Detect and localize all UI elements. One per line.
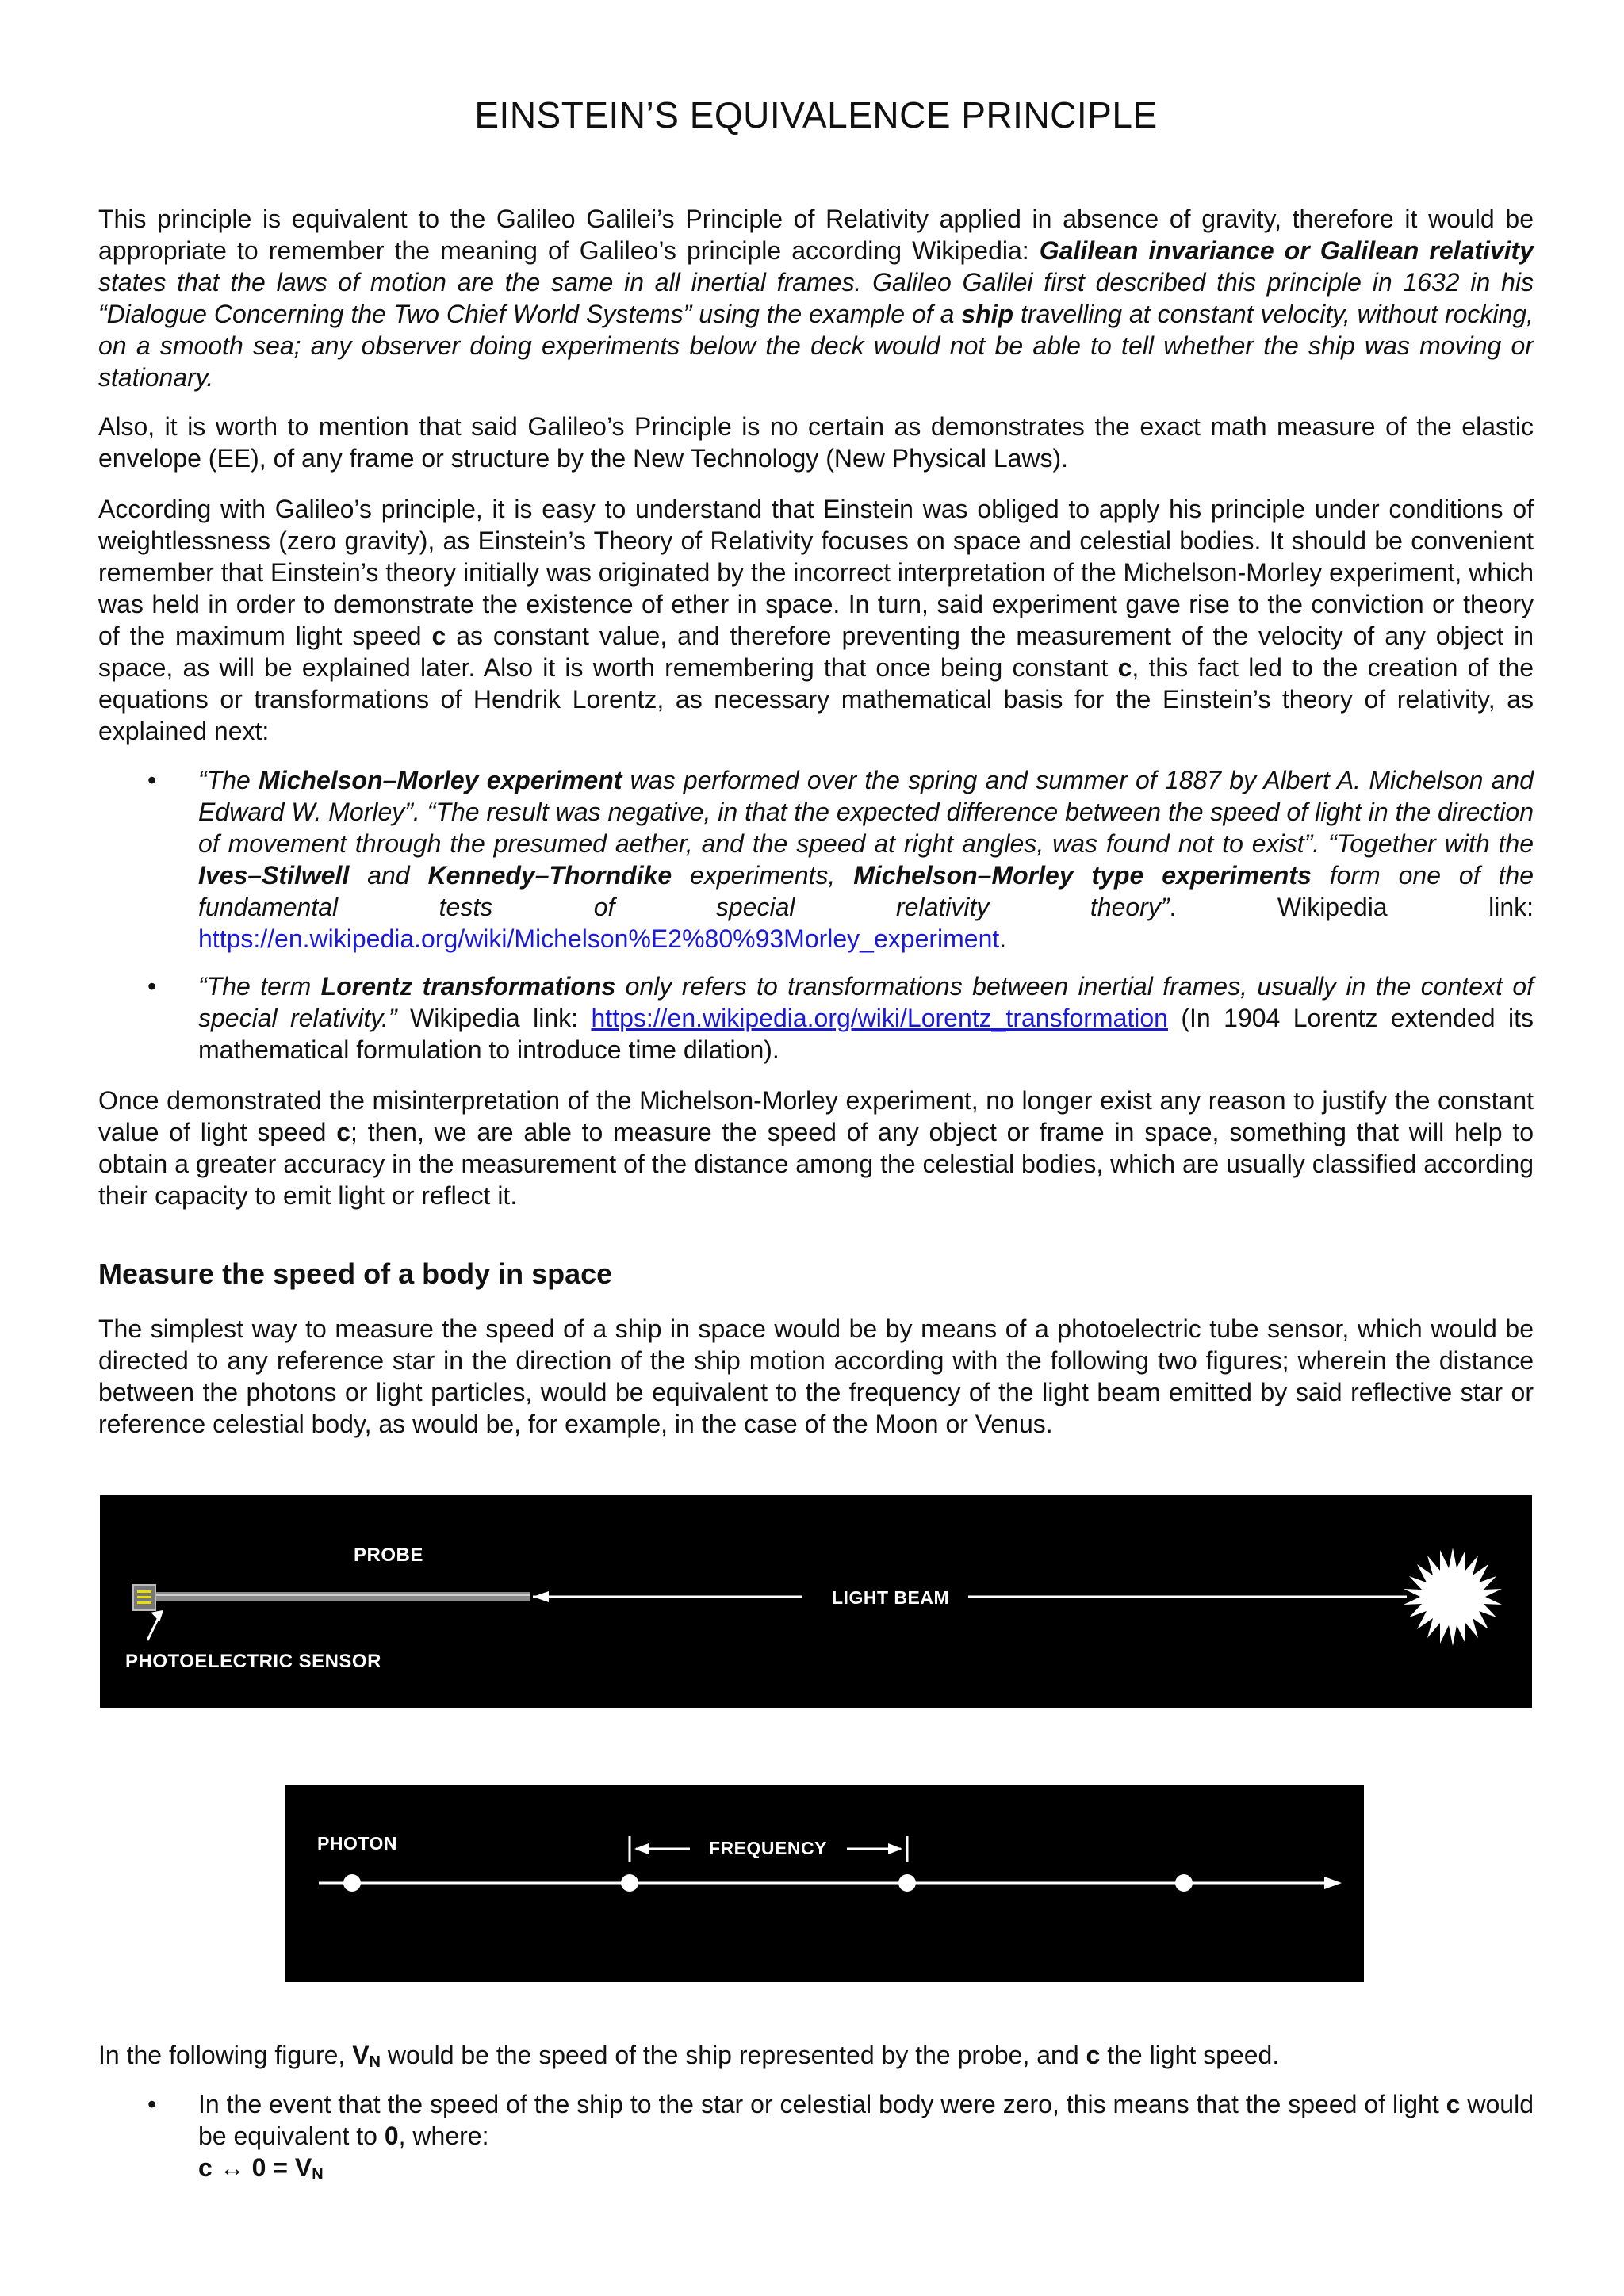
bullet-list-2 [98, 970, 1534, 1066]
bullet-list-3 [98, 2088, 1534, 2191]
lorentz-wiki-link[interactable]: https://en.wikipedia.org/wiki/Lorentz_transformation [591, 1004, 1168, 1032]
symbol-c: c [1446, 2090, 1461, 2118]
light-beam-arrowhead [533, 1591, 549, 1602]
figure-photon-frequency [285, 1785, 1364, 1982]
symbol-c: c [336, 1118, 351, 1146]
bullet1-text: . Wikipedia link: [1169, 893, 1534, 921]
paragraph-einstein [98, 493, 1534, 747]
bullet2-bold: Lorentz transformations [320, 972, 616, 1001]
probe-label: PROBE [354, 1544, 423, 1566]
symbol-v-subscript: N [369, 2053, 381, 2071]
galilean-term: Galilean invariance or Galilean relativity [1039, 236, 1534, 265]
ship-term: ship [961, 300, 1014, 328]
conclusion-text-1: Once demonstrated the misinterpretation of the Michelson-Morley experiment, no longer exist any reason to justify the constant value of light speed [98, 1086, 1534, 1146]
symbol-c: c [431, 622, 446, 650]
figure-intro-text: the light speed. [1100, 2041, 1280, 2069]
photon-dot [621, 1874, 638, 1892]
symbol-c: c [1117, 653, 1132, 682]
einstein-text-2: as constant value, and therefore preventing the measurement of the velocity of any object in space, as will be explained later. Also it is worth remembering that once being constant [98, 622, 1534, 682]
sensor-stripe [137, 1601, 151, 1604]
bullet2-text: (In 1904 Lorentz extended its mathematical formulation to introduce time dilation). [198, 1004, 1534, 1064]
figure-intro-text: In the following figure, [98, 2041, 353, 2069]
list-item-michelson [98, 764, 1534, 955]
figure-intro-text: would be the speed of the ship represented by the probe, and [380, 2041, 1086, 2069]
sensor-stripe [137, 1590, 151, 1593]
sensor-stripe [137, 1596, 151, 1598]
probe-rod [133, 1592, 530, 1601]
bullet3-text: In the event that the speed of the ship to the star or celestial body were zero, this means that the speed of light [198, 2090, 1446, 2118]
bullet1-text: form one of the fundamental tests of special relativity theory” [198, 861, 1534, 921]
bullet1-bold: Michelson–Morley type experiments [853, 861, 1312, 890]
formula: c ↔ 0 = V [198, 2153, 312, 2182]
intro-paragraph [98, 203, 1534, 393]
photon-path-arrowhead [1324, 1877, 1342, 1889]
michelson-wiki-link[interactable]: https://en.wikipedia.org/wiki/Michelson%E2%80%93Morley_experiment [198, 924, 1000, 953]
paragraph-galileo: Also, it is worth to mention that said Galileo’s Principle is no certain as demonstrates the exact math measure of the elastic envelope (EE), of any frame or structure by the New Technology (New Physical Laws). [98, 412, 1534, 473]
einstein-text-1: According with Galileo’s principle, it is easy to understand that Einstein was obliged to apply his principle under conditions of weightlessness (zero gravity), as Einstein’s Theory of Relativity focuses on space and celestial bodies. It should be convenient remember that Einstein’s theory initially was originated by the incorrect interpretation of the Michelson-Morley experiment, which was held in order to demonstrate the existence of ether in space. In turn, said experiment gave rise to the conviction or theory of the maximum light speed [98, 495, 1534, 650]
light-beam-label: LIGHT BEAM [832, 1587, 950, 1608]
bullet3-text: , where: [398, 2122, 489, 2150]
list-item-zero-speed [98, 2088, 1534, 2191]
symbol-zero: 0 [384, 2122, 399, 2150]
paragraph-conclusion [98, 1085, 1534, 1211]
einstein-text-3: , this fact led to the creation of the equations or transformations of Hendrik Lorentz, as necessary mathematical basis for the Einstein’s theory of relativity, as explained next: [98, 653, 1534, 745]
bullet1-text: “The [198, 766, 259, 794]
list-item-lorentz [98, 970, 1534, 1066]
figure-probe-light-beam [100, 1495, 1532, 1708]
bullet2-text: Wikipedia link: [396, 1004, 592, 1032]
star-icon [1404, 1548, 1502, 1646]
symbol-v: V [352, 2041, 370, 2069]
photon-dot [898, 1874, 916, 1892]
paragraph-figure-intro [98, 2039, 1534, 2078]
bullet1-bold: Kennedy–Thorndike [427, 861, 672, 890]
probe-rod-highlight [133, 1594, 530, 1596]
bullet1-text: was performed over the spring and summer of 1887 by Albert A. Michelson and Edward W. Morley”. “The result was negative, in that the expected difference between the speed of light in the direction of movement through the presumed aether, and the speed at right angles, was found not to exist”. “Together with the [198, 766, 1534, 858]
photon-label: PHOTON [317, 1833, 397, 1854]
bullet1-text: . [999, 924, 1007, 953]
intro-text: This principle is equivalent to the Galileo Galilei’s Principle of Relativity applied in absence of gravity, therefore it would be appropriate to remember the meaning of Galileo’s principle according Wikipedia: [98, 205, 1534, 265]
bullet3-text: would be equivalent to [198, 2090, 1534, 2150]
formula-subscript: N [312, 2166, 324, 2183]
bullet-list-1 [98, 764, 1534, 955]
wiki-quote-1: states that the laws of motion are the same in all inertial frames. Galileo Galilei first described this principle in 1632 in his “Dialogue Concerning the Two Chief World Systems” using [98, 268, 1534, 328]
bullet1-bold: Ives–Stilwell [198, 861, 350, 890]
wiki-quote-mid: the example of a [766, 300, 962, 328]
photon-dot [1175, 1874, 1193, 1892]
figure1-drawing [100, 1495, 1532, 1708]
photon-dot [343, 1874, 361, 1892]
frequency-label: FREQUENCY [709, 1838, 827, 1858]
bullet1-bold: Michelson–Morley experiment [259, 766, 622, 794]
wiki-quote-2: travelling at constant velocity, without rocking, on a smooth sea; any observer doing experiments below the deck would not be able to tell whether the ship was moving or stationary. [98, 300, 1534, 392]
paragraph-measure: The simplest way to measure the speed of a ship in space would be by means of a photoelectric tube sensor, which would be directed to any reference star in the direction of the ship motion according with the following two figures; wherein the distance between the photons or light particles, would be equivalent to the frequency of the light beam emitted by said reflective star or reference celestial body, as would be, for example, in the case of the Moon or Venus. [98, 1314, 1534, 1438]
conclusion-text-2: ; then, we are able to measure the speed of any object or frame in space, something that will help to obtain a greater accuracy in the measurement of the distance among the celestial bodies, which are usually classified according their capacity to emit light or reflect it. [98, 1118, 1534, 1210]
figure2-drawing [285, 1785, 1364, 1982]
photoelectric-sensor-label: PHOTOELECTRIC SENSOR [125, 1651, 381, 1672]
section-heading: Measure the speed of a body in space [98, 1257, 613, 1290]
frequency-arrowhead-right [888, 1843, 902, 1854]
bullet1-text: experiments, [672, 861, 854, 890]
bullet-icon: • [147, 2090, 157, 2118]
bullet-icon: • [147, 766, 157, 794]
page-title: EINSTEIN’S EQUIVALENCE PRINCIPLE [474, 94, 1158, 136]
bullet2-text: only refers to transformations between inertial frames, usually in the context of special relativity.” [198, 972, 1534, 1032]
bullet1-text: and [349, 861, 428, 890]
symbol-c: c [1086, 2041, 1101, 2069]
bullet-icon: • [147, 972, 157, 1001]
frequency-arrowhead-left [634, 1843, 649, 1854]
bullet2-text: “The term [198, 972, 321, 1001]
